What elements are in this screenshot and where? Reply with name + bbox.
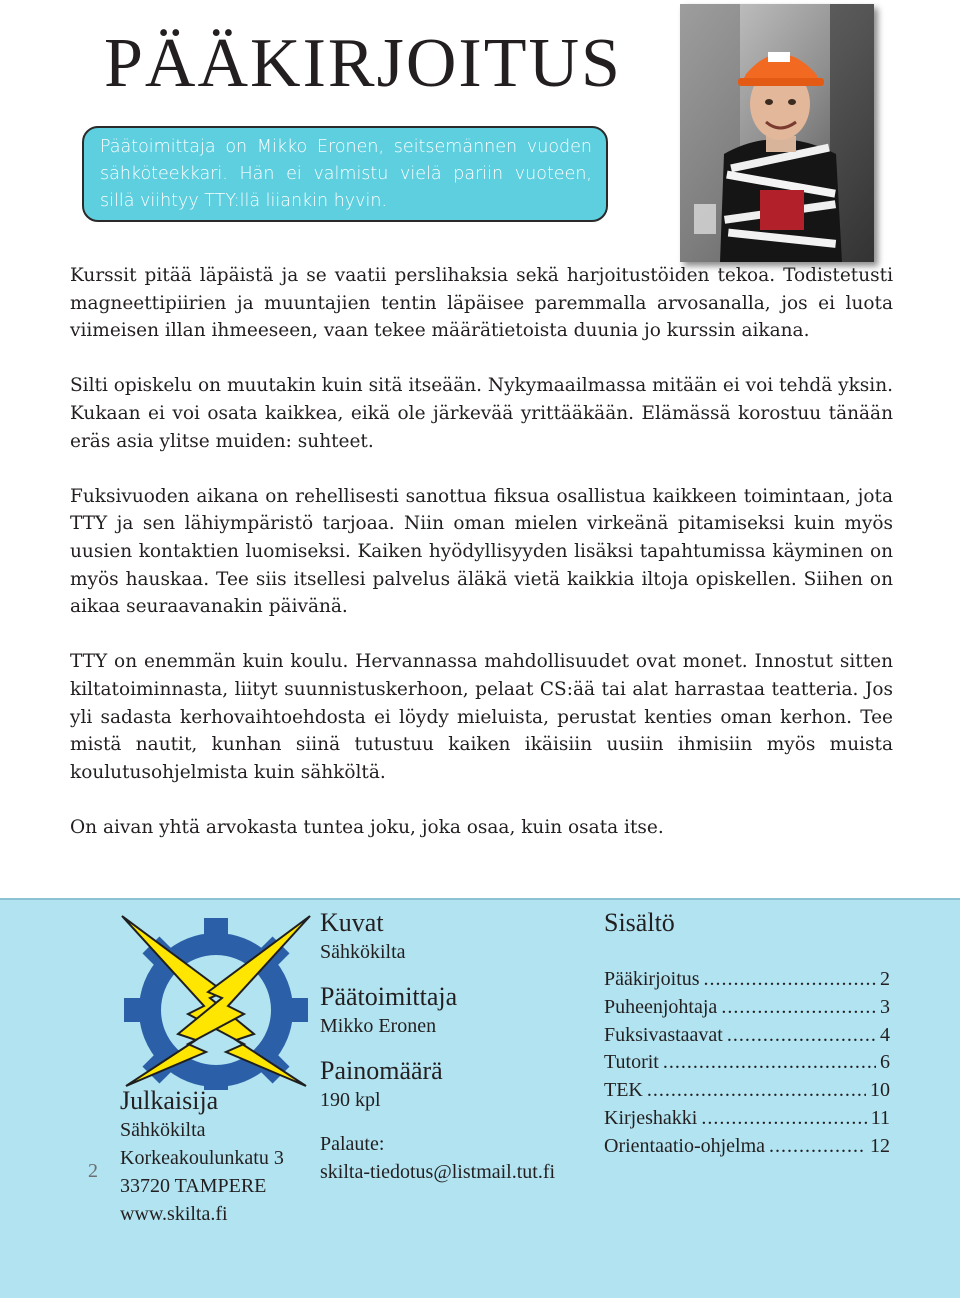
publisher-heading: Julkaisija: [120, 1086, 219, 1115]
print-run-value: 190 kpl: [320, 1089, 381, 1111]
credits-column: [320, 908, 555, 1186]
feedback-label: Palaute:: [320, 1133, 385, 1155]
photos-credit: [320, 908, 555, 966]
editor-bio-box: Päätoimittaja on Mikko Eronen, seitsemännen vuoden sähköteekkari. Hän ei valmistu vielä pariin vuoteen, sillä viihtyy TTY:llä liiankin hyvin.: [82, 126, 608, 222]
toc-heading: Sisältö: [604, 908, 675, 937]
toc-item: [604, 1105, 890, 1133]
toc-item-label: Pääkirjoitus: [604, 968, 700, 990]
toc-item: [604, 1077, 890, 1105]
page-title: PÄÄKIRJOITUS: [104, 25, 622, 102]
toc-item-page: 3: [880, 995, 890, 1018]
table-of-contents: [604, 908, 890, 1161]
editor-value: Mikko Eronen: [320, 1015, 437, 1037]
toc-item-page: 10: [870, 1079, 890, 1102]
feedback: [320, 1130, 555, 1186]
paragraph: TTY on enemmän kuin koulu. Hervannassa mahdollisuudet ovat monet. Innostut sitten kiltatoiminnasta, liityt suunnistuskerhoon, pelaat CS:ää tai alat harrastaa teatteria. Jos yli sadasta kerhovaihtoehdosta ei löydy mieluista, perustat kenties oman kerhon. Tee mistä nautit, kunhan siinä tutustuu kaiken ikäisiin uusiin ihmisiin myös muista koulutusohjelmista kuin sähköltä.: [70, 651, 893, 783]
toc-item-label: Orientaatio-ohjelma: [604, 1134, 766, 1157]
toc-item-label: TEK: [604, 1079, 643, 1102]
toc-item: [604, 966, 890, 994]
editor-credit: [320, 982, 555, 1040]
publisher-web: www.skilta.fi: [120, 1203, 228, 1225]
toc-item: [604, 1022, 890, 1050]
print-run-heading: Painomäärä: [320, 1056, 443, 1085]
publisher-city: 33720 TAMPERE: [120, 1175, 267, 1197]
publisher-name: Sähkökilta: [120, 1119, 206, 1141]
toc-item-label: Kirjeshakki: [604, 1106, 698, 1129]
editor-heading: Päätoimittaja: [320, 982, 458, 1011]
feedback-email[interactable]: skilta-tiedotus@listmail.tut.fi: [320, 1161, 556, 1183]
toc-item-label: Tutorit: [604, 1051, 659, 1074]
editorial-body: [70, 262, 893, 869]
toc-item-page: 2: [880, 968, 890, 990]
toc-item: [604, 994, 890, 1022]
photos-value: Sähkökilta: [320, 941, 406, 963]
photos-heading: Kuvat: [320, 908, 384, 937]
toc-item-page: 6: [880, 1051, 890, 1074]
guild-logo: [118, 914, 314, 1090]
colophon-box: [0, 898, 960, 1298]
page-number: 2: [88, 1160, 98, 1182]
publisher-block: [120, 1086, 284, 1228]
paragraph: On aivan yhtä arvokasta tuntea joku, joka osaa, kuin osata itse.: [70, 816, 664, 838]
toc-item-page: 4: [880, 1023, 890, 1046]
toc-item-page: 12: [870, 1134, 890, 1157]
toc-item-label: Fuksivastaavat: [604, 1023, 723, 1046]
toc-item-label: Puheenjohtaja: [604, 995, 718, 1018]
toc-item-page: 11: [870, 1106, 890, 1129]
paragraph: Kurssit pitää läpäistä ja se vaatii perslihaksia sekä harjoitustöiden tekoa. Todistetusti magneettipiirien ja muuntajien tentin läpäisee paremmalla arvosanalla, jos ei luota viimeisen illan ihmeeseen, vaan tekee määrätietoista duunia jo kurssin aikana.: [70, 265, 893, 342]
editor-photo: [680, 4, 874, 262]
toc-item: [604, 1133, 890, 1161]
toc-item: [604, 1049, 890, 1077]
print-run: [320, 1056, 555, 1114]
paragraph: Silti opiskelu on muutakin kuin sitä itseään. Nykymaailmassa mitään ei voi tehdä yksin. Kukaan ei voi osata kaikkea, eikä ole järkevää yrittääkään. Elämässä korostuu tänään eräs asia ylitse muiden: suhteet.: [70, 375, 893, 452]
publisher-street: Korkeakoulunkatu 3: [120, 1147, 284, 1169]
paragraph: Fuksivuoden aikana on rehellisesti sanottua fiksua osallistua kaikkeen toimintaan, jota TTY ja sen lähiympäristö tarjoaa. Niin oman mielen virkeänä pitamiseksi kuin myös uusien kontaktien luomiseksi. Kaiken hyödyllisyyden lisäksi tapahtumissa käyminen on myös hauskaa. Tee siis itsellesi palvelus äläkä vietä kaikkia iltoja opiskellen. Siihen on aikaa seuraavanakin päivänä.: [70, 485, 893, 618]
